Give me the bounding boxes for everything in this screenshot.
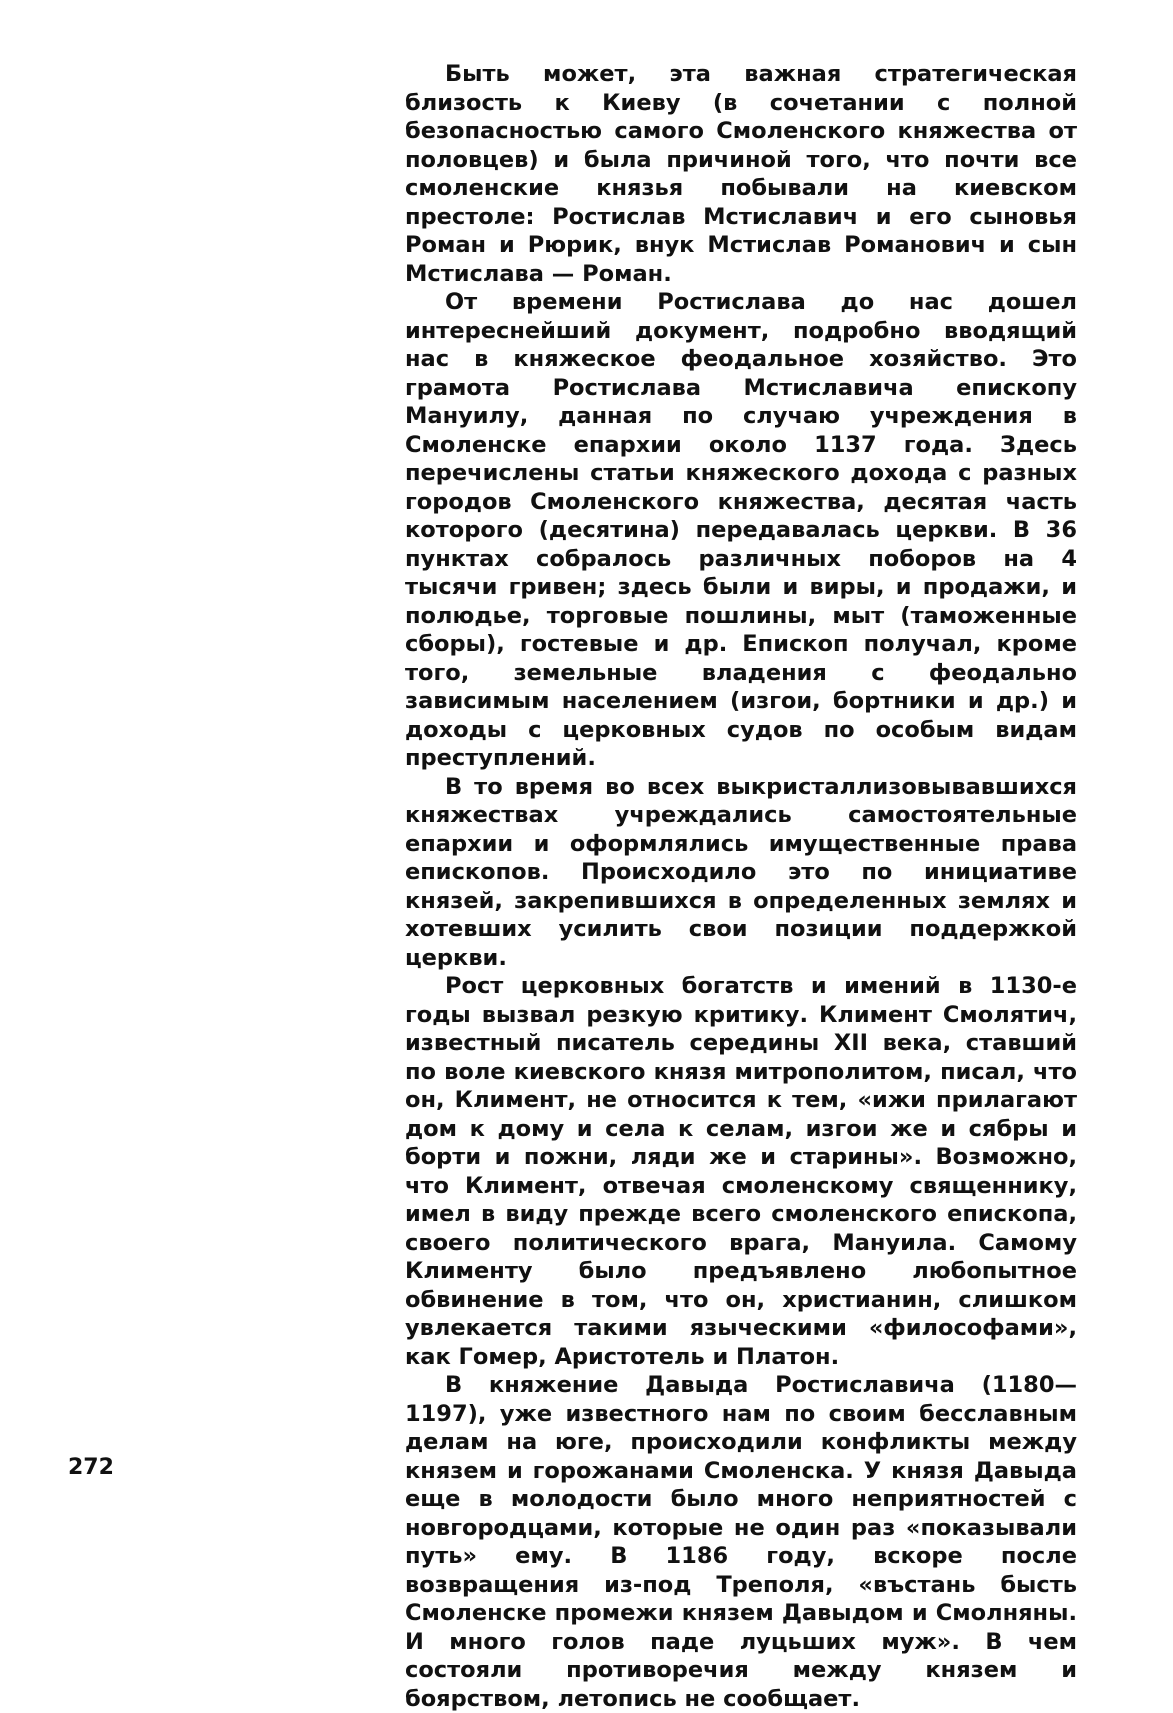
text-column	[405, 60, 1077, 1713]
paragraph-2: От времени Ростислава до нас дошел интереснейший документ, подробно вводящий нас в княжеское феодальное хозяйство. Это грамота Ростислава Мстиславича епископу Мануилу, данная по случаю учреждения в Смоленске епархии около 1137 года. Здесь перечислены статьи княжеского дохода с разных городов Смоленского княжества, десятая часть которого (десятина) передавалась церкви. В 36 пунктах собралось различных поборов на 4 тысячи гривен; здесь были и виры, и продажи, и полюдье, торговые пошлины, мыт (таможенные сборы), гостевые и др. Епископ получал, кроме того, земельные владения с феодально зависимым населением (изгои, бортники и др.) и доходы с церковных судов по особым видам преступлений.	[405, 289, 1077, 771]
paragraph-1: Быть может, эта важная стратегическая близость к Киеву (в сочетании с полной безопасностью самого Смоленского княжества от половцев) и была причиной того, что почти все смоленские князья побывали на киевском престоле: Ростислав Мстиславич и его сыновья Роман и Рюрик, внук Мстислав Романович и сын Мстислава — Роман.	[405, 61, 1077, 287]
paragraph-4: Рост церковных богатств и имений в 1130-е годы вызвал резкую критику. Климент Смолятич, известный писатель середины XII века, ставший по воле киевского князя митрополитом, писал, что он, Климент, не относится к тем, «ижи прилагают дом к дому и села к селам, изгои же и сябры и борти и пожни, ляди же и старины». Возможно, что Климент, отвечая смоленскому священнику, имел в виду прежде всего смоленского епископа, своего политического врага, Мануила. Самому Клименту было предъявлено любопытное обвинение в том, что он, христианин, слишком увлекается такими языческими «философами», как Гомер, Аристотель и Платон.	[405, 973, 1077, 1370]
paragraph-5: В княжение Давыда Ростиславича (1180—1197), уже известного нам по своим бесславным делам на юге, происходили конфликты между князем и горожанами Смоленска. У князя Давыда еще в молодости было много неприятностей с новгородцами, которые не один раз «показывали путь» ему. В 1186 году, вскоре после возвращения из-под Треполя, «въстань бысть Смоленске промежи князем Давыдом и Смолняны. И много голов паде луцьших муж». В чем состояли противоречия между князем и боярством, летопись не сообщает.	[405, 1372, 1077, 1712]
paragraph-3: В то время во всех выкристаллизовывавшихся княжествах учреждались самостоятельные епархии и оформлялись имущественные права епископов. Происходило это по инициативе князей, закрепившихся в определенных землях и хотевших усилить свои позиции поддержкой церкви.	[405, 773, 1077, 971]
page-number: 272	[68, 1455, 114, 1480]
